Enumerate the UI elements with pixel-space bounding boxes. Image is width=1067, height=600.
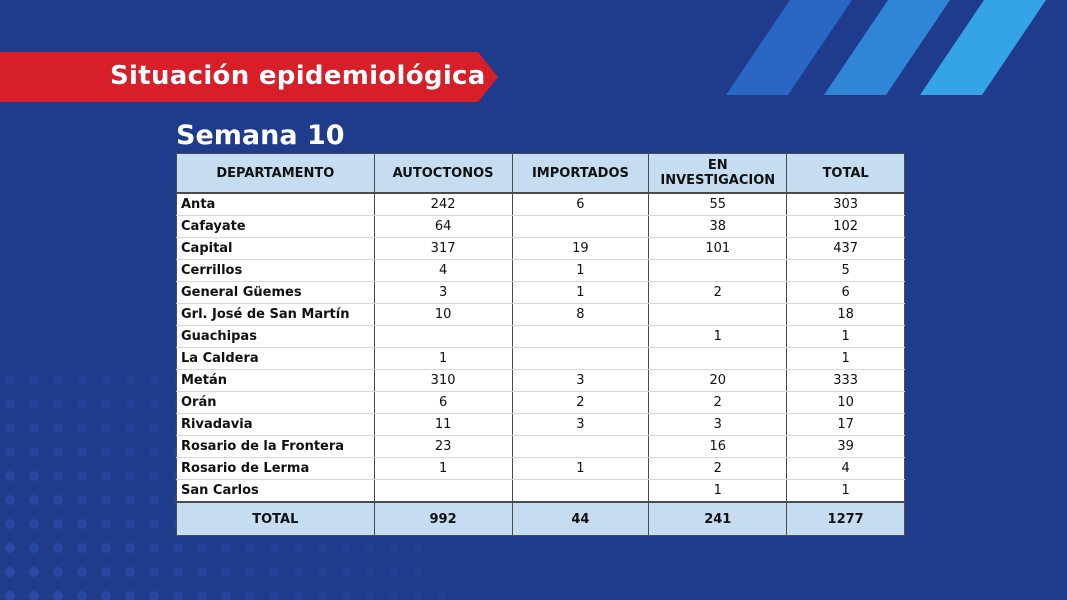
total-cell: 241: [649, 502, 787, 536]
value-cell: 8: [512, 304, 649, 326]
value-cell: 3: [512, 414, 649, 436]
value-cell: 101: [649, 238, 787, 260]
value-cell: [649, 260, 787, 282]
value-cell: 333: [787, 370, 905, 392]
value-cell: [649, 304, 787, 326]
table-row: [177, 260, 905, 282]
department-name-cell: La Caldera: [177, 348, 375, 370]
value-cell: 317: [374, 238, 512, 260]
value-cell: 11: [374, 414, 512, 436]
value-cell: 1: [512, 260, 649, 282]
value-cell: 2: [512, 392, 649, 414]
value-cell: 64: [374, 216, 512, 238]
value-cell: 1: [374, 458, 512, 480]
value-cell: 10: [374, 304, 512, 326]
table-row: [177, 216, 905, 238]
value-cell: 38: [649, 216, 787, 238]
column-header: AUTOCTONOS: [374, 154, 512, 194]
table-row: [177, 436, 905, 458]
value-cell: 310: [374, 370, 512, 392]
value-cell: 102: [787, 216, 905, 238]
table-row: [177, 326, 905, 348]
total-cell: 44: [512, 502, 649, 536]
value-cell: 2: [649, 392, 787, 414]
table-row: [177, 348, 905, 370]
department-name-cell: Rivadavia: [177, 414, 375, 436]
value-cell: 1: [649, 480, 787, 503]
value-cell: [374, 326, 512, 348]
value-cell: [512, 436, 649, 458]
table-row: [177, 370, 905, 392]
total-cell: 992: [374, 502, 512, 536]
table-row: [177, 193, 905, 216]
value-cell: [512, 480, 649, 503]
value-cell: 5: [787, 260, 905, 282]
table-row: [177, 480, 905, 503]
value-cell: 303: [787, 193, 905, 216]
page-title: Situación epidemiológica: [110, 61, 486, 91]
value-cell: 1: [787, 480, 905, 503]
value-cell: 18: [787, 304, 905, 326]
value-cell: 55: [649, 193, 787, 216]
value-cell: [649, 348, 787, 370]
table-row: [177, 414, 905, 436]
table-row: [177, 458, 905, 480]
total-row: [177, 502, 905, 536]
department-name-cell: Orán: [177, 392, 375, 414]
value-cell: 10: [787, 392, 905, 414]
value-cell: 23: [374, 436, 512, 458]
value-cell: 1: [512, 458, 649, 480]
value-cell: 39: [787, 436, 905, 458]
value-cell: 2: [649, 282, 787, 304]
table-row: [177, 282, 905, 304]
department-name-cell: Anta: [177, 193, 375, 216]
week-subtitle: Semana 10: [176, 120, 345, 151]
column-header: DEPARTAMENTO: [177, 154, 375, 194]
department-name-cell: Metán: [177, 370, 375, 392]
value-cell: [512, 348, 649, 370]
department-name-cell: Cerrillos: [177, 260, 375, 282]
column-header: IMPORTADOS: [512, 154, 649, 194]
value-cell: 1: [649, 326, 787, 348]
department-name-cell: Capital: [177, 238, 375, 260]
department-name-cell: Cafayate: [177, 216, 375, 238]
value-cell: 6: [374, 392, 512, 414]
value-cell: 4: [374, 260, 512, 282]
value-cell: 20: [649, 370, 787, 392]
table-row: [177, 392, 905, 414]
value-cell: 19: [512, 238, 649, 260]
department-name-cell: San Carlos: [177, 480, 375, 503]
value-cell: [512, 326, 649, 348]
value-cell: 6: [787, 282, 905, 304]
value-cell: 1: [787, 326, 905, 348]
epidemiology-table: [176, 153, 905, 536]
value-cell: 1: [374, 348, 512, 370]
value-cell: [512, 216, 649, 238]
department-name-cell: Rosario de Lerma: [177, 458, 375, 480]
table-row: [177, 238, 905, 260]
value-cell: 3: [374, 282, 512, 304]
value-cell: 1: [787, 348, 905, 370]
department-name-cell: General Güemes: [177, 282, 375, 304]
value-cell: 1: [512, 282, 649, 304]
table-header-row: [177, 154, 905, 194]
value-cell: 17: [787, 414, 905, 436]
column-header: EN INVESTIGACION: [649, 154, 787, 194]
value-cell: 4: [787, 458, 905, 480]
department-name-cell: Guachipas: [177, 326, 375, 348]
value-cell: 16: [649, 436, 787, 458]
value-cell: 6: [512, 193, 649, 216]
table-row: [177, 304, 905, 326]
department-name-cell: Grl. José de San Martín: [177, 304, 375, 326]
total-cell: 1277: [787, 502, 905, 536]
value-cell: 437: [787, 238, 905, 260]
value-cell: [374, 480, 512, 503]
value-cell: 2: [649, 458, 787, 480]
column-header: TOTAL: [787, 154, 905, 194]
total-label: TOTAL: [177, 502, 375, 536]
value-cell: 3: [512, 370, 649, 392]
value-cell: 242: [374, 193, 512, 216]
department-name-cell: Rosario de la Frontera: [177, 436, 375, 458]
value-cell: 3: [649, 414, 787, 436]
